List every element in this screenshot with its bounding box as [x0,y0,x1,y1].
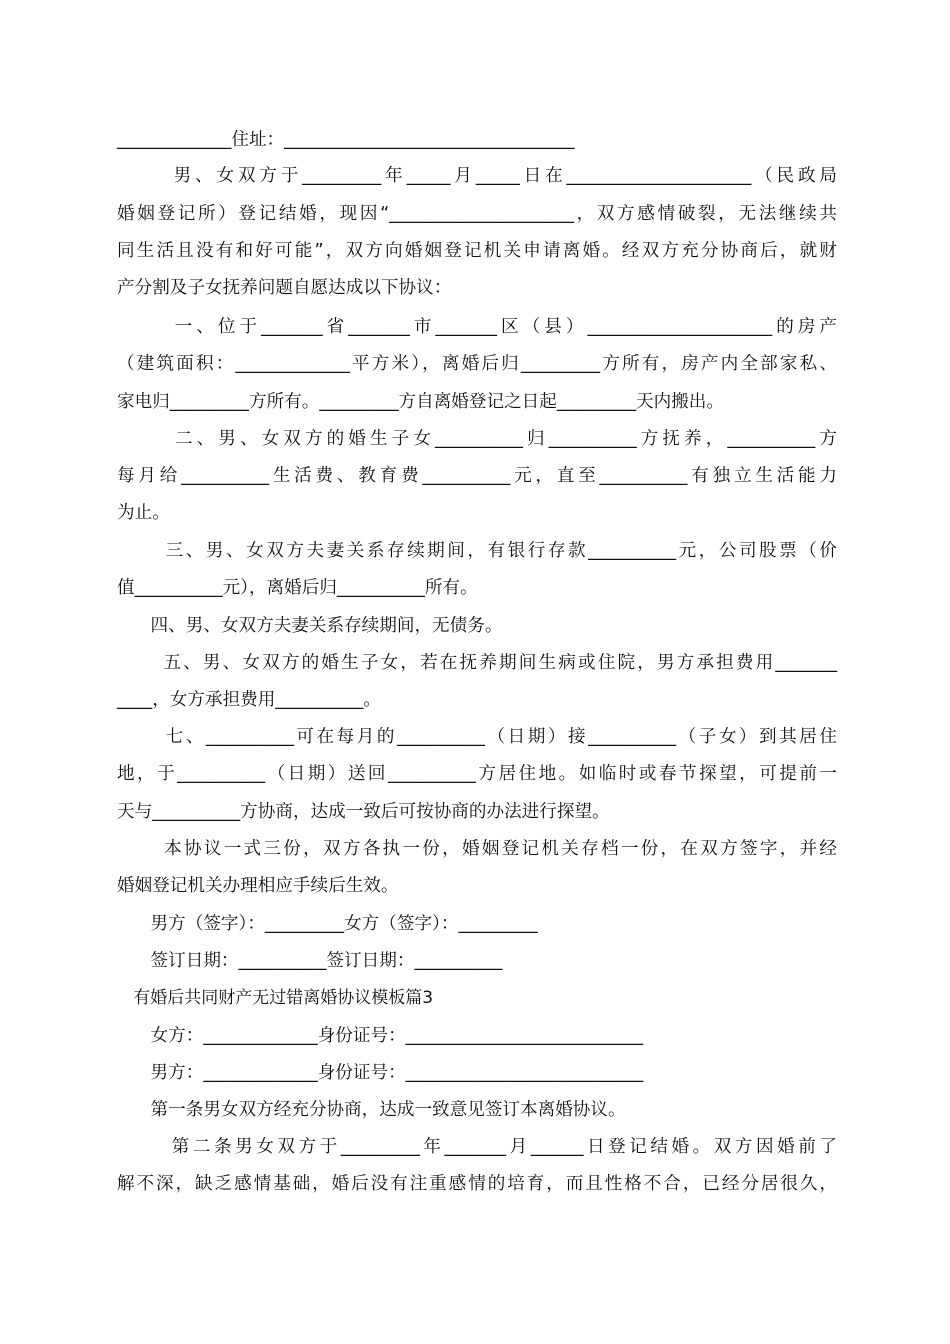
doc-line-address: _____________住址：_________________________________ [117,130,575,150]
doc-line-child-1: 二、男、女双方的婚生子女__________归__________方抚养，__________方 [117,429,837,449]
doc-line-no-debt: 四、男、女双方夫妻关系存续期间，无债务。 [117,616,503,636]
doc-line-article-1: 第一条男女双方经充分协商，达成一致意见签订本离婚协议。 [117,1100,626,1120]
doc-line-medical-2: ____，女方承担费用__________。 [117,690,381,710]
doc-line-copies-2: 婚姻登记机关办理相应手续后生效。 [117,876,399,896]
doc-line-visit-1: 七、__________可在每月的__________（日期）接__________（子女）到其居住 [117,727,837,747]
doc-line-medical-1: 五、男、女双方的婚生子女，若在抚养期间生病或住院，男方承担费用_______ [117,653,837,673]
doc-line-property-1: 一、位于_______省_______市_______区（县）_____________________的房产 [117,317,837,337]
doc-line-male-id: 男方：_____________身份证号：___________________________ [117,1063,644,1083]
doc-line-visit-2: 地，于__________（日期）送回__________方居住地。如临时或春节探望，可提前一 [117,764,837,784]
doc-line-marriage-date: 男、女双方于_________年_____月_____日在_____________________（民政局 [117,166,837,186]
doc-line-property-3: 家电归_________方所有。_________方自离婚登记之日起_________天内搬出。 [117,392,724,412]
doc-line-female-id: 女方：_____________身份证号：___________________________ [117,1026,644,1046]
doc-line-registration: 婚姻登记所）登记结婚，现因“_____________________，双方感情破裂，无法继续共 [117,204,837,224]
doc-line-assets-1: 三、男、女双方夫妻关系存续期间，有银行存款__________元，公司股票（价 [117,541,837,561]
doc-line-application: 同生活且没有和好可能”，双方向婚姻登记机关申请离婚。经双方充分协商后，就财 [117,241,837,261]
doc-line-signatures: 男方（签字）：_________女方（签字）：_________ [117,914,538,934]
doc-line-assets-2: 值__________元），离婚后归__________所有。 [117,578,478,598]
doc-line-visit-3: 天与__________方协商，达成一致后可按协商的办法进行探望。 [117,802,610,822]
doc-line-agreement-intro: 产分割及子女抚养问题自愿达成以下协议： [117,278,452,298]
doc-line-property-2: （建筑面积：_____________平方米），离婚后归_________方所有，房产内全部家私、 [117,354,837,374]
doc-line-sign-dates: 签订日期：__________签订日期：__________ [117,951,503,971]
doc-line-article-2a: 第二条男女双方于_________年_______月______日登记结婚。双方因婚前了 [117,1137,837,1157]
doc-line-child-3: 为止。 [117,503,170,523]
doc-line-child-2: 每月给__________生活费、教育费__________元，直至__________有独立生活能力 [117,466,837,486]
doc-section-heading: 有婚后共同财产无过错离婚协议模板篇3 [117,988,434,1008]
doc-line-copies-1: 本协议一式三份，双方各执一份，婚姻登记机关存档一份，在双方签字，并经 [117,839,837,859]
doc-line-article-2b: 解不深，缺乏感情基础，婚后没有注重感情的培育，而且性格不合，已经分居很久， [117,1174,837,1194]
